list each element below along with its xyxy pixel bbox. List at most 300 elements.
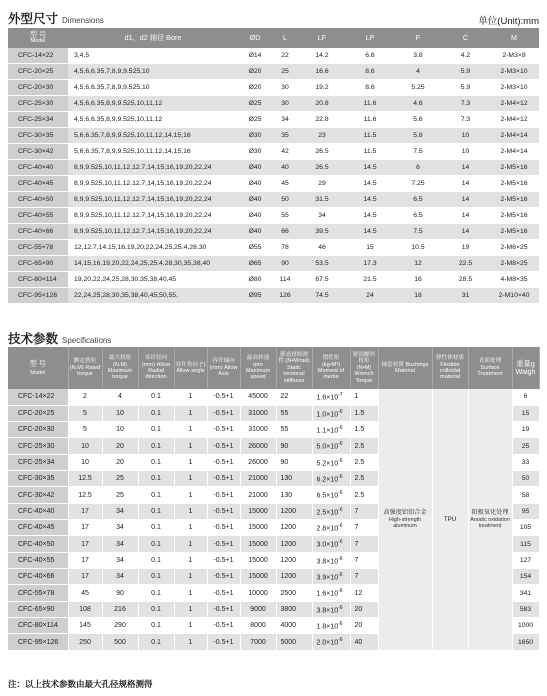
spec-cell-stiffness: 3800	[276, 601, 312, 617]
spec-cell-max-torque: 216	[102, 601, 138, 617]
dim-cell-od: Ø25	[238, 96, 272, 112]
spec-cell-max-torque: 34	[102, 503, 138, 519]
dim-cell-l: 42	[272, 144, 298, 160]
spec-cell-model: CFC-40×50	[8, 536, 68, 552]
dim-cell-od: Ø40	[238, 223, 272, 239]
spec-cell-max-torque: 34	[102, 552, 138, 568]
spec-cell-axis: -0.5+1	[207, 601, 240, 617]
dim-cell-l: 40	[272, 160, 298, 176]
spec-cell-stiffness: 5000	[276, 634, 312, 650]
specifications-section-title	[8, 329, 111, 347]
spec-cell-rated-torque: 5	[68, 405, 102, 421]
spec-cell-stiffness: 130	[276, 471, 312, 487]
spec-cell-screw-torque: 2.5	[350, 438, 378, 454]
spec-cell-weight: 1000	[512, 618, 539, 634]
dim-cell-bore: 8,9,9.525,10,11,12,12.7,14,15,16,19,20,22,24	[68, 223, 238, 239]
dim-cell-c: 5.9	[442, 80, 489, 96]
dim-cell-model: CFC-14×22	[8, 48, 68, 64]
spec-cell-stiffness: 90	[276, 438, 312, 454]
spec-cell-rated-torque: 45	[68, 585, 102, 601]
dim-cell-od: Ø95	[238, 287, 272, 303]
spec-cell-angle: 1	[174, 536, 207, 552]
spec-header-max-torque: 最大扭矩 (N.M) Maximum torque	[102, 347, 138, 389]
dim-cell-m: 2-M4×12	[489, 96, 539, 112]
dim-cell-l: 55	[272, 207, 298, 223]
spec-cell-max-torque: 25	[102, 471, 138, 487]
dim-cell-f: 7.25	[394, 176, 442, 192]
spec-cell-inertia: $3.8\times 10^{-6}$	[312, 552, 350, 568]
spec-cell-stiffness: 55	[276, 405, 312, 421]
spec-cell-inertia: $1.6\times 10^{-7}$	[312, 389, 350, 405]
spec-cell-angle: 1	[174, 552, 207, 568]
spec-cell-max-torque: 20	[102, 454, 138, 470]
dim-cell-f: 6.5	[394, 191, 442, 207]
spec-cell-stiffness: 1200	[276, 520, 312, 536]
spec-cell-model: CFC-25×30	[8, 438, 68, 454]
dim-header-f: F	[394, 28, 442, 48]
dim-cell-m: 2-M5×16	[489, 207, 539, 223]
dim-cell-lp: 8.6	[346, 64, 394, 80]
spec-cell-inertia: $6.2\times 10^{-6}$	[312, 471, 350, 487]
dim-cell-l: 35	[272, 128, 298, 144]
dim-cell-od: Ø65	[238, 255, 272, 271]
spec-cell-max-torque: 90	[102, 585, 138, 601]
dim-cell-f: 5.6	[394, 112, 442, 128]
spec-cell-model: CFC-95×126	[8, 634, 68, 650]
spec-cell-rated-torque: 17	[68, 503, 102, 519]
dim-cell-f: 7.5	[394, 144, 442, 160]
dim-cell-c: 7.3	[442, 96, 489, 112]
dim-cell-m: 2-M4×14	[489, 144, 539, 160]
spec-cell-axis: -0.5+1	[207, 438, 240, 454]
spec-cell-axis: -0.5+1	[207, 487, 240, 503]
specifications-table	[8, 347, 540, 651]
dim-cell-l: 25	[272, 64, 298, 80]
spec-cell-weight: 6	[512, 389, 539, 405]
dim-cell-lp: 14.5	[346, 176, 394, 192]
dim-cell-model: CFC-40×40	[8, 160, 68, 176]
spec-cell-rated-torque: 12.5	[68, 487, 102, 503]
spec-cell-weight: 25	[512, 438, 539, 454]
footnote: 注：以上技术参数由最大孔径规格测得	[8, 679, 153, 689]
dim-cell-l: 22	[272, 48, 298, 64]
spec-header-inertia: 惯性矩 (kg•M²) Moment of inertia	[312, 347, 350, 389]
dim-cell-lp: 14.5	[346, 223, 394, 239]
dim-cell-c: 14	[442, 223, 489, 239]
spec-cell-rated-torque: 17	[68, 552, 102, 568]
spec-cell-screw-torque: 7	[350, 520, 378, 536]
spec-cell-radial: 0.1	[138, 454, 174, 470]
spec-cell-weight: 115	[512, 536, 539, 552]
spec-cell-axis: -0.5+1	[207, 471, 240, 487]
dim-cell-lp: 11.6	[346, 112, 394, 128]
dimensions-row	[8, 239, 539, 255]
spec-cell-radial: 0.1	[138, 618, 174, 634]
spec-cell-speed: 26000	[240, 454, 276, 470]
spec-cell-speed: 21000	[240, 487, 276, 503]
dim-cell-model: CFC-20×30	[8, 80, 68, 96]
spec-cell-radial: 0.1	[138, 634, 174, 650]
spec-cell-rated-torque: 12.5	[68, 471, 102, 487]
dim-cell-bore: 12,12.7,14,15,16,19,20,22,24,25,25.4,28,30	[68, 239, 238, 255]
dim-cell-f: 3.8	[394, 48, 442, 64]
dimensions-row	[8, 96, 539, 112]
spec-cell-speed: 15000	[240, 569, 276, 585]
dim-cell-lp: 11.5	[346, 128, 394, 144]
spec-cell-axis: -0.5+1	[207, 618, 240, 634]
spec-cell-inertia: $2.0\times 10^{-6}$	[312, 634, 350, 650]
dimensions-row	[8, 255, 539, 271]
dim-cell-f: 18	[394, 287, 442, 303]
spec-cell-axis: -0.5+1	[207, 569, 240, 585]
spec-cell-screw-torque: 2.5	[350, 454, 378, 470]
spec-cell-weight: 583	[512, 601, 539, 617]
dim-cell-od: Ø40	[238, 160, 272, 176]
spec-cell-speed: 31000	[240, 422, 276, 438]
spec-header-axis: 容许轴向 (mm) Allow Axis	[207, 347, 240, 389]
spec-cell-model: CFC-30×35	[8, 471, 68, 487]
dim-cell-od: Ø20	[238, 80, 272, 96]
spec-cell-angle: 1	[174, 487, 207, 503]
dim-cell-f: 10.5	[394, 239, 442, 255]
dim-cell-c: 14	[442, 176, 489, 192]
dimensions-row	[8, 223, 539, 239]
dim-cell-model: CFC-25×30	[8, 96, 68, 112]
dim-cell-c: 31	[442, 287, 489, 303]
spec-cell-axis: -0.5+1	[207, 520, 240, 536]
spec-cell-radial: 0.1	[138, 601, 174, 617]
dim-cell-model: CFC-40×55	[8, 207, 68, 223]
spec-header-radial: 容许径向 (mm) Allow Radial direction	[138, 347, 174, 389]
dim-cell-l: 78	[272, 239, 298, 255]
dim-cell-lf: 67.5	[298, 271, 346, 287]
spec-header-bushing: 轴套材质 Bushings Material	[378, 347, 432, 389]
spec-cell-rated-torque: 108	[68, 601, 102, 617]
spec-cell-max-torque: 4	[102, 389, 138, 405]
spec-cell-model: CFC-25×34	[8, 454, 68, 470]
spec-cell-speed: 7000	[240, 634, 276, 650]
spec-cell-model: CFC-20×25	[8, 405, 68, 421]
spec-cell-max-torque: 10	[102, 405, 138, 421]
spec-cell-max-torque: 500	[102, 634, 138, 650]
spec-cell-rated-torque: 17	[68, 569, 102, 585]
spec-cell-speed: 15000	[240, 536, 276, 552]
spec-header-screw-torque: 紧固螺丝扭矩 (N•M) Wrench Torque	[350, 347, 378, 389]
unit-label: 单位(Unit):mm	[478, 16, 539, 27]
spec-cell-axis: -0.5+1	[207, 536, 240, 552]
spec-cell-stiffness: 1200	[276, 503, 312, 519]
dim-cell-lf: 19.2	[298, 80, 346, 96]
dim-cell-lp: 14.5	[346, 160, 394, 176]
dim-cell-od: Ø20	[238, 64, 272, 80]
spec-cell-screw-torque: 7	[350, 569, 378, 585]
dim-cell-bore: 4,5,6,6.35,7,8,9,9.525,10	[68, 64, 238, 80]
spec-cell-axis: -0.5+1	[207, 454, 240, 470]
dim-cell-m: 2-M10×40	[489, 287, 539, 303]
dim-cell-m: 2-M4×12	[489, 112, 539, 128]
dim-cell-bore: 22,24,25,28,30,35,38,40,45,50,55,	[68, 287, 238, 303]
specifications-title: 技术参数	[8, 332, 59, 346]
spec-cell-inertia: $1.0\times 10^{-6}$	[312, 405, 350, 421]
spec-cell-speed: 9000	[240, 601, 276, 617]
dimensions-row	[8, 112, 539, 128]
dim-cell-bore: 8,9,9.525,10,11,12,12.7,14,15,16,19,20,22,24	[68, 207, 238, 223]
spec-cell-radial: 0.1	[138, 552, 174, 568]
dim-cell-c: 14	[442, 160, 489, 176]
spec-cell-rated-torque: 10	[68, 454, 102, 470]
spec-cell-radial: 0.1	[138, 422, 174, 438]
spec-cell-screw-torque: 2.5	[350, 471, 378, 487]
dim-cell-lf: 74.5	[298, 287, 346, 303]
dim-cell-l: 126	[272, 287, 298, 303]
spec-cell-model: CFC-30×42	[8, 487, 68, 503]
spec-cell-speed: 10000	[240, 585, 276, 601]
spec-cell-radial: 0.1	[138, 471, 174, 487]
dim-cell-f: 5.8	[394, 128, 442, 144]
dim-cell-od: Ø14	[238, 48, 272, 64]
spec-cell-axis: -0.5+1	[207, 634, 240, 650]
spec-cell-max-torque: 34	[102, 536, 138, 552]
dim-cell-l: 34	[272, 112, 298, 128]
dim-cell-f: 4.6	[394, 96, 442, 112]
spec-cell-max-torque: 10	[102, 422, 138, 438]
dim-cell-model: CFC-30×35	[8, 128, 68, 144]
spec-cell-model: CFC-55×78	[8, 585, 68, 601]
spec-cell-radial: 0.1	[138, 487, 174, 503]
spec-cell-inertia: $3.9\times 10^{-6}$	[312, 569, 350, 585]
dim-cell-f: 16	[394, 271, 442, 287]
dim-cell-lp: 14.5	[346, 207, 394, 223]
spec-cell-screw-torque: 20	[350, 601, 378, 617]
dim-cell-od: Ø40	[238, 176, 272, 192]
dim-cell-od: Ø55	[238, 239, 272, 255]
spec-cell-surface-treatment: 阳极氧化处理 Anodic oxidation treatment	[468, 389, 512, 650]
dim-cell-model: CFC-95×126	[8, 287, 68, 303]
spec-cell-screw-torque: 1.5	[350, 422, 378, 438]
dimensions-row	[8, 287, 539, 303]
spec-cell-inertia: $1.6\times 10^{-6}$	[312, 585, 350, 601]
spec-cell-axis: -0.5+1	[207, 389, 240, 405]
spec-cell-inertia: $1.8\times 10^{-6}$	[312, 618, 350, 634]
dimensions-row	[8, 64, 539, 80]
dim-cell-bore: 19,20,22,24,25,28,30,35,38,40,45	[68, 271, 238, 287]
spec-cell-rated-torque: 10	[68, 438, 102, 454]
spec-cell-model: CFC-20×30	[8, 422, 68, 438]
dim-header-lf: LF	[298, 28, 346, 48]
spec-cell-axis: -0.5+1	[207, 585, 240, 601]
dim-cell-bore: 4,5,6,6.35,7,8,9,9.525,10	[68, 80, 238, 96]
dim-cell-l: 114	[272, 271, 298, 287]
spec-cell-axis: -0.5+1	[207, 552, 240, 568]
dim-cell-lp: 17.3	[346, 255, 394, 271]
spec-header-stiffness: 静态扭转刚性 (N•M/rad) Static torsional stiffness	[276, 347, 312, 389]
dim-cell-c: 10	[442, 128, 489, 144]
spec-header-speed: 最高转速 rpm Maximum speed	[240, 347, 276, 389]
dim-cell-f: 5.25	[394, 80, 442, 96]
dim-cell-lp: 24	[346, 287, 394, 303]
spec-cell-stiffness: 90	[276, 454, 312, 470]
spec-cell-inertia: $3.8\times 10^{-6}$	[312, 601, 350, 617]
spec-cell-speed: 15000	[240, 552, 276, 568]
dim-cell-c: 22.5	[442, 255, 489, 271]
dim-cell-m: 2-M8×25	[489, 255, 539, 271]
spec-cell-screw-torque: 1.5	[350, 405, 378, 421]
dim-header-c: C	[442, 28, 489, 48]
spec-cell-model: CFC-40×66	[8, 569, 68, 585]
dim-cell-lf: 26.5	[298, 144, 346, 160]
spec-cell-weight: 1650	[512, 634, 539, 650]
spec-header-weight: 重量g Waigh	[512, 347, 539, 389]
dimensions-title-en: Dimensions	[62, 16, 104, 25]
dim-cell-l: 30	[272, 96, 298, 112]
spec-cell-model: CFC-65×90	[8, 601, 68, 617]
specifications-row	[8, 389, 539, 405]
spec-header-rated-torque: 额定扭矩 (N.M) Rated torque	[68, 347, 102, 389]
dim-cell-lf: 53.5	[298, 255, 346, 271]
dim-cell-c: 7.3	[442, 112, 489, 128]
spec-cell-speed: 15000	[240, 503, 276, 519]
spec-cell-axis: -0.5+1	[207, 405, 240, 421]
spec-cell-model: CFC-40×40	[8, 503, 68, 519]
dim-cell-l: 66	[272, 223, 298, 239]
spec-cell-radial: 0.1	[138, 536, 174, 552]
dimensions-row	[8, 48, 539, 64]
dimensions-title: 外型尺寸	[8, 12, 59, 26]
dim-cell-l: 30	[272, 80, 298, 96]
spec-cell-speed: 31000	[240, 405, 276, 421]
spec-cell-inertia: $2.5\times 10^{-6}$	[312, 503, 350, 519]
spec-cell-angle: 1	[174, 520, 207, 536]
spec-cell-angle: 1	[174, 634, 207, 650]
specifications-title-en: Specifications	[62, 336, 112, 345]
dim-cell-f: 7.5	[394, 223, 442, 239]
dim-cell-od: Ø80	[238, 271, 272, 287]
spec-header-model: 型 号 Model	[8, 347, 68, 389]
spec-cell-screw-torque: 2.5	[350, 487, 378, 503]
dimensions-table	[8, 28, 539, 304]
spec-cell-weight: 33	[512, 454, 539, 470]
dim-cell-m: 2-M3×10	[489, 64, 539, 80]
spec-cell-inertia: $3.0\times 10^{-6}$	[312, 536, 350, 552]
dim-cell-model: CFC-55×78	[8, 239, 68, 255]
dim-cell-f: 12	[394, 255, 442, 271]
dim-cell-lp: 8.6	[346, 80, 394, 96]
dim-cell-m: 4-M8×35	[489, 271, 539, 287]
spec-cell-angle: 1	[174, 389, 207, 405]
spec-cell-weight: 127	[512, 552, 539, 568]
dim-cell-lf: 14.2	[298, 48, 346, 64]
spec-cell-model: CFC-40×55	[8, 552, 68, 568]
spec-cell-weight: 341	[512, 585, 539, 601]
dim-header-od: ØD	[238, 28, 272, 48]
dim-cell-l: 90	[272, 255, 298, 271]
spec-cell-model: CFC-14×22	[8, 389, 68, 405]
spec-cell-radial: 0.1	[138, 503, 174, 519]
dim-cell-lp: 21.5	[346, 271, 394, 287]
spec-cell-rated-torque: 5	[68, 422, 102, 438]
spec-cell-angle: 1	[174, 405, 207, 421]
spec-cell-radial: 0.1	[138, 405, 174, 421]
dim-cell-bore: 4,5,6,6.35,8,9,9.525,10,11,12	[68, 112, 238, 128]
dim-header-l: L	[272, 28, 298, 48]
dim-cell-bore: 3,4,5	[68, 48, 238, 64]
spec-cell-inertia: $2.8\times 10^{-6}$	[312, 520, 350, 536]
spec-cell-angle: 1	[174, 618, 207, 634]
dim-cell-lf: 20.8	[298, 96, 346, 112]
spec-cell-angle: 1	[174, 503, 207, 519]
dim-cell-bore: 8,9,9.525,10,11,12,12.7,14,15,16,19,20,22,24	[68, 160, 238, 176]
dimensions-row	[8, 128, 539, 144]
dim-cell-c: 14	[442, 207, 489, 223]
spec-cell-speed: 45000	[240, 389, 276, 405]
dim-cell-lp: 11.6	[346, 96, 394, 112]
dim-cell-c: 10	[442, 144, 489, 160]
spec-cell-stiffness: 1200	[276, 569, 312, 585]
dim-cell-f: 6	[394, 160, 442, 176]
dim-cell-model: CFC-40×66	[8, 223, 68, 239]
spec-header-angle: 容许角向 (°) Allow angle	[174, 347, 207, 389]
spec-cell-weight: 15	[512, 405, 539, 421]
spec-cell-weight: 95	[512, 503, 539, 519]
spec-cell-weight: 19	[512, 422, 539, 438]
spec-cell-angle: 1	[174, 569, 207, 585]
dim-cell-lf: 39.5	[298, 223, 346, 239]
dim-cell-lf: 26.5	[298, 160, 346, 176]
spec-cell-angle: 1	[174, 585, 207, 601]
dim-cell-model: CFC-65×90	[8, 255, 68, 271]
spec-cell-angle: 1	[174, 601, 207, 617]
dim-cell-m: 2-M6×25	[489, 239, 539, 255]
dim-cell-m: 2-M3×8	[489, 48, 539, 64]
spec-cell-stiffness: 1200	[276, 536, 312, 552]
dim-cell-m: 2-M5×16	[489, 176, 539, 192]
dim-cell-c: 14	[442, 191, 489, 207]
dim-cell-bore: 5,6,6.35,7,8,9,9.525,10,11,12,14,15,16	[68, 128, 238, 144]
spec-cell-rated-torque: 145	[68, 618, 102, 634]
spec-cell-screw-torque: 40	[350, 634, 378, 650]
spec-cell-screw-torque: 1	[350, 389, 378, 405]
dim-cell-m: 2-M5×16	[489, 160, 539, 176]
spec-cell-rated-torque: 2	[68, 389, 102, 405]
dimensions-row	[8, 176, 539, 192]
spec-cell-screw-torque: 12	[350, 585, 378, 601]
spec-cell-weight: 154	[512, 569, 539, 585]
dim-cell-f: 6.5	[394, 207, 442, 223]
dim-cell-od: Ø40	[238, 191, 272, 207]
dim-cell-lp: 11.5	[346, 144, 394, 160]
dim-cell-lf: 46	[298, 239, 346, 255]
dim-cell-bore: 4,5,6,6.35,8,9,9.525,10,11,12	[68, 96, 238, 112]
spec-cell-stiffness: 55	[276, 422, 312, 438]
spec-cell-screw-torque: 7	[350, 503, 378, 519]
spec-cell-angle: 1	[174, 471, 207, 487]
dim-cell-model: CFC-20×25	[8, 64, 68, 80]
spec-cell-speed: 15000	[240, 520, 276, 536]
spec-cell-screw-torque: 20	[350, 618, 378, 634]
spec-cell-screw-torque: 7	[350, 536, 378, 552]
dim-cell-od: Ø25	[238, 112, 272, 128]
spec-cell-bushing-material: 高强度铝铝合金 High-strength aluminum	[378, 389, 432, 650]
dim-cell-f: 4	[394, 64, 442, 80]
spec-cell-model: CFC-40×45	[8, 520, 68, 536]
dim-cell-model: CFC-30×42	[8, 144, 68, 160]
spec-cell-model: CFC-80×114	[8, 618, 68, 634]
spec-cell-speed: 8000	[240, 618, 276, 634]
spec-cell-max-torque: 290	[102, 618, 138, 634]
dimensions-section-title	[8, 9, 104, 27]
dim-header-model: 型 号 Model	[8, 28, 68, 48]
spec-cell-radial: 0.1	[138, 585, 174, 601]
